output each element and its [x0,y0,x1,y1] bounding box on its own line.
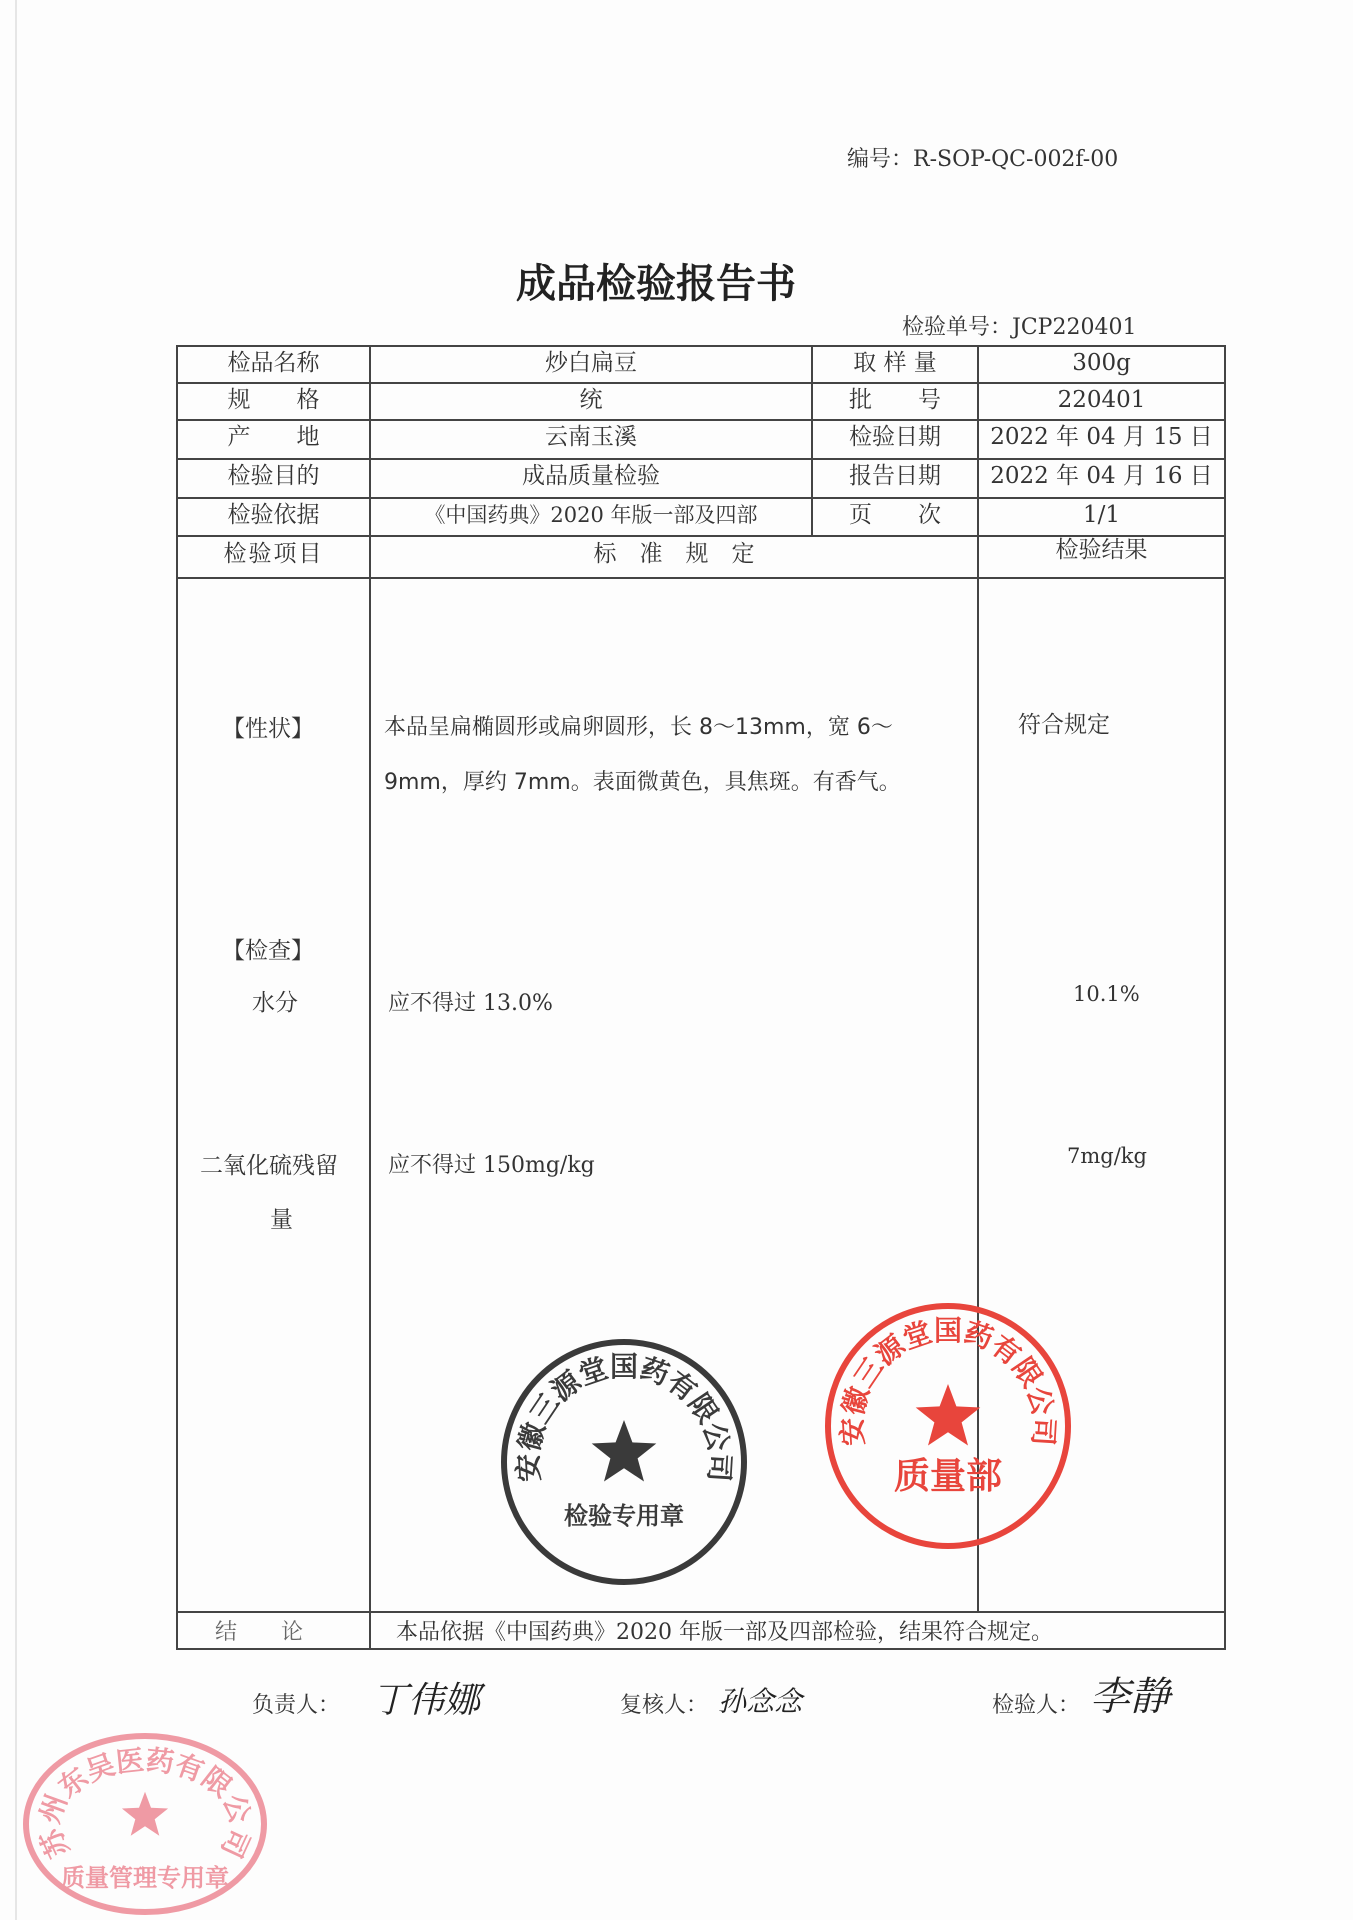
grey-inspection-stamp [498,1336,750,1588]
report-number: 检验单号：JCP220401 [902,315,1137,340]
check-label: 【检查】 [222,938,314,964]
page-title: 成品检验报告书 [516,261,796,307]
so2-standard: 应不得过 150mg/kg [388,1153,595,1178]
header-label-2-l1: 产 地 [227,424,320,450]
header-label-1-l2: 批 号 [849,387,941,413]
header-value-4-v2: 1/1 [1082,502,1120,528]
inspector-label: 检验人： [992,1693,1081,1718]
reviewer-signature: 孙念念 [718,1685,803,1718]
responsible-signature: 丁伟娜 [372,1680,481,1721]
moisture-result: 10.1% [1073,982,1140,1006]
header-label-0-l2: 取 样 量 [853,350,937,376]
so2-label: 二氧化硫残留 [200,1153,338,1179]
stamp-center-text: 质量部 [893,1456,1003,1497]
red-quality-stamp [822,1300,1074,1552]
col-item: 检验项目 [223,541,324,567]
star-icon [122,1792,168,1836]
inspector-signature: 李静 [1090,1674,1170,1720]
stamp-ring-text: 安徽三源堂国药有限公司 [511,1350,737,1483]
appearance-standard-1: 本品呈扁椭圆形或扁卵圆形，长 8～13mm，宽 6～ [384,715,893,740]
stamp-center-text: 检验专用章 [564,1502,684,1530]
star-icon [592,1420,657,1482]
stamp-center-text: 质量管理专用章 [61,1864,229,1892]
reviewer-label: 复核人： [620,1693,709,1718]
header-value-1-v1: 统 [579,387,603,413]
header-value-2-v2: 2022 年 04 月 15 日 [990,424,1213,450]
moisture-standard: 应不得过 13.0% [388,991,553,1016]
conclusion-text: 本品依据《中国药典》2020 年版一部及四部检验，结果符合规定。 [396,1620,1053,1645]
responsible-label: 负责人： [252,1693,341,1718]
header-label-1-l1: 规 格 [227,387,320,413]
stamp-ring-text: 苏州东吴医药有限公司 [32,1743,258,1863]
header-label-2-l2: 检验日期 [849,424,941,450]
header-label-4-l2: 页 次 [849,502,941,528]
scan-edge [15,0,17,1920]
appearance-label: 【性状】 [222,716,314,742]
pink-quality-stamp [20,1730,270,1918]
so2-result: 7mg/kg [1067,1144,1147,1168]
so2-label-2: 量 [270,1207,293,1233]
header-label-3-l2: 报告日期 [849,463,941,489]
header-value-3-v2: 2022 年 04 月 16 日 [990,463,1213,489]
header-value-3-v1: 成品质量检验 [522,463,660,489]
header-value-0-v1: 炒白扁豆 [545,350,637,376]
moisture-label: 水分 [252,990,298,1016]
appearance-result: 符合规定 [1018,712,1110,738]
document-number: 编号：R-SOP-QC-002f-00 [847,147,1119,172]
header-value-2-v1: 云南玉溪 [545,424,637,450]
star-icon [916,1384,981,1446]
col-standard: 标 准 规 定 [593,541,755,567]
header-value-1-v2: 220401 [1057,387,1146,413]
col-result: 检验结果 [1055,537,1148,563]
conclusion-label: 结 论 [215,1620,304,1645]
header-label-0-l1: 检品名称 [227,350,320,376]
header-value-0-v2: 300g [1072,350,1131,376]
stamp-ring-text: 安徽三源堂国药有限公司 [835,1314,1061,1447]
header-label-3-l1: 检验目的 [227,463,320,489]
header-value-4-v1: 《中国药典》2020 年版一部及四部 [424,503,758,527]
appearance-standard-2: 9mm，厚约 7mm。表面微黄色，具焦斑。有香气。 [384,770,901,795]
header-label-4-l1: 检验依据 [227,502,320,528]
